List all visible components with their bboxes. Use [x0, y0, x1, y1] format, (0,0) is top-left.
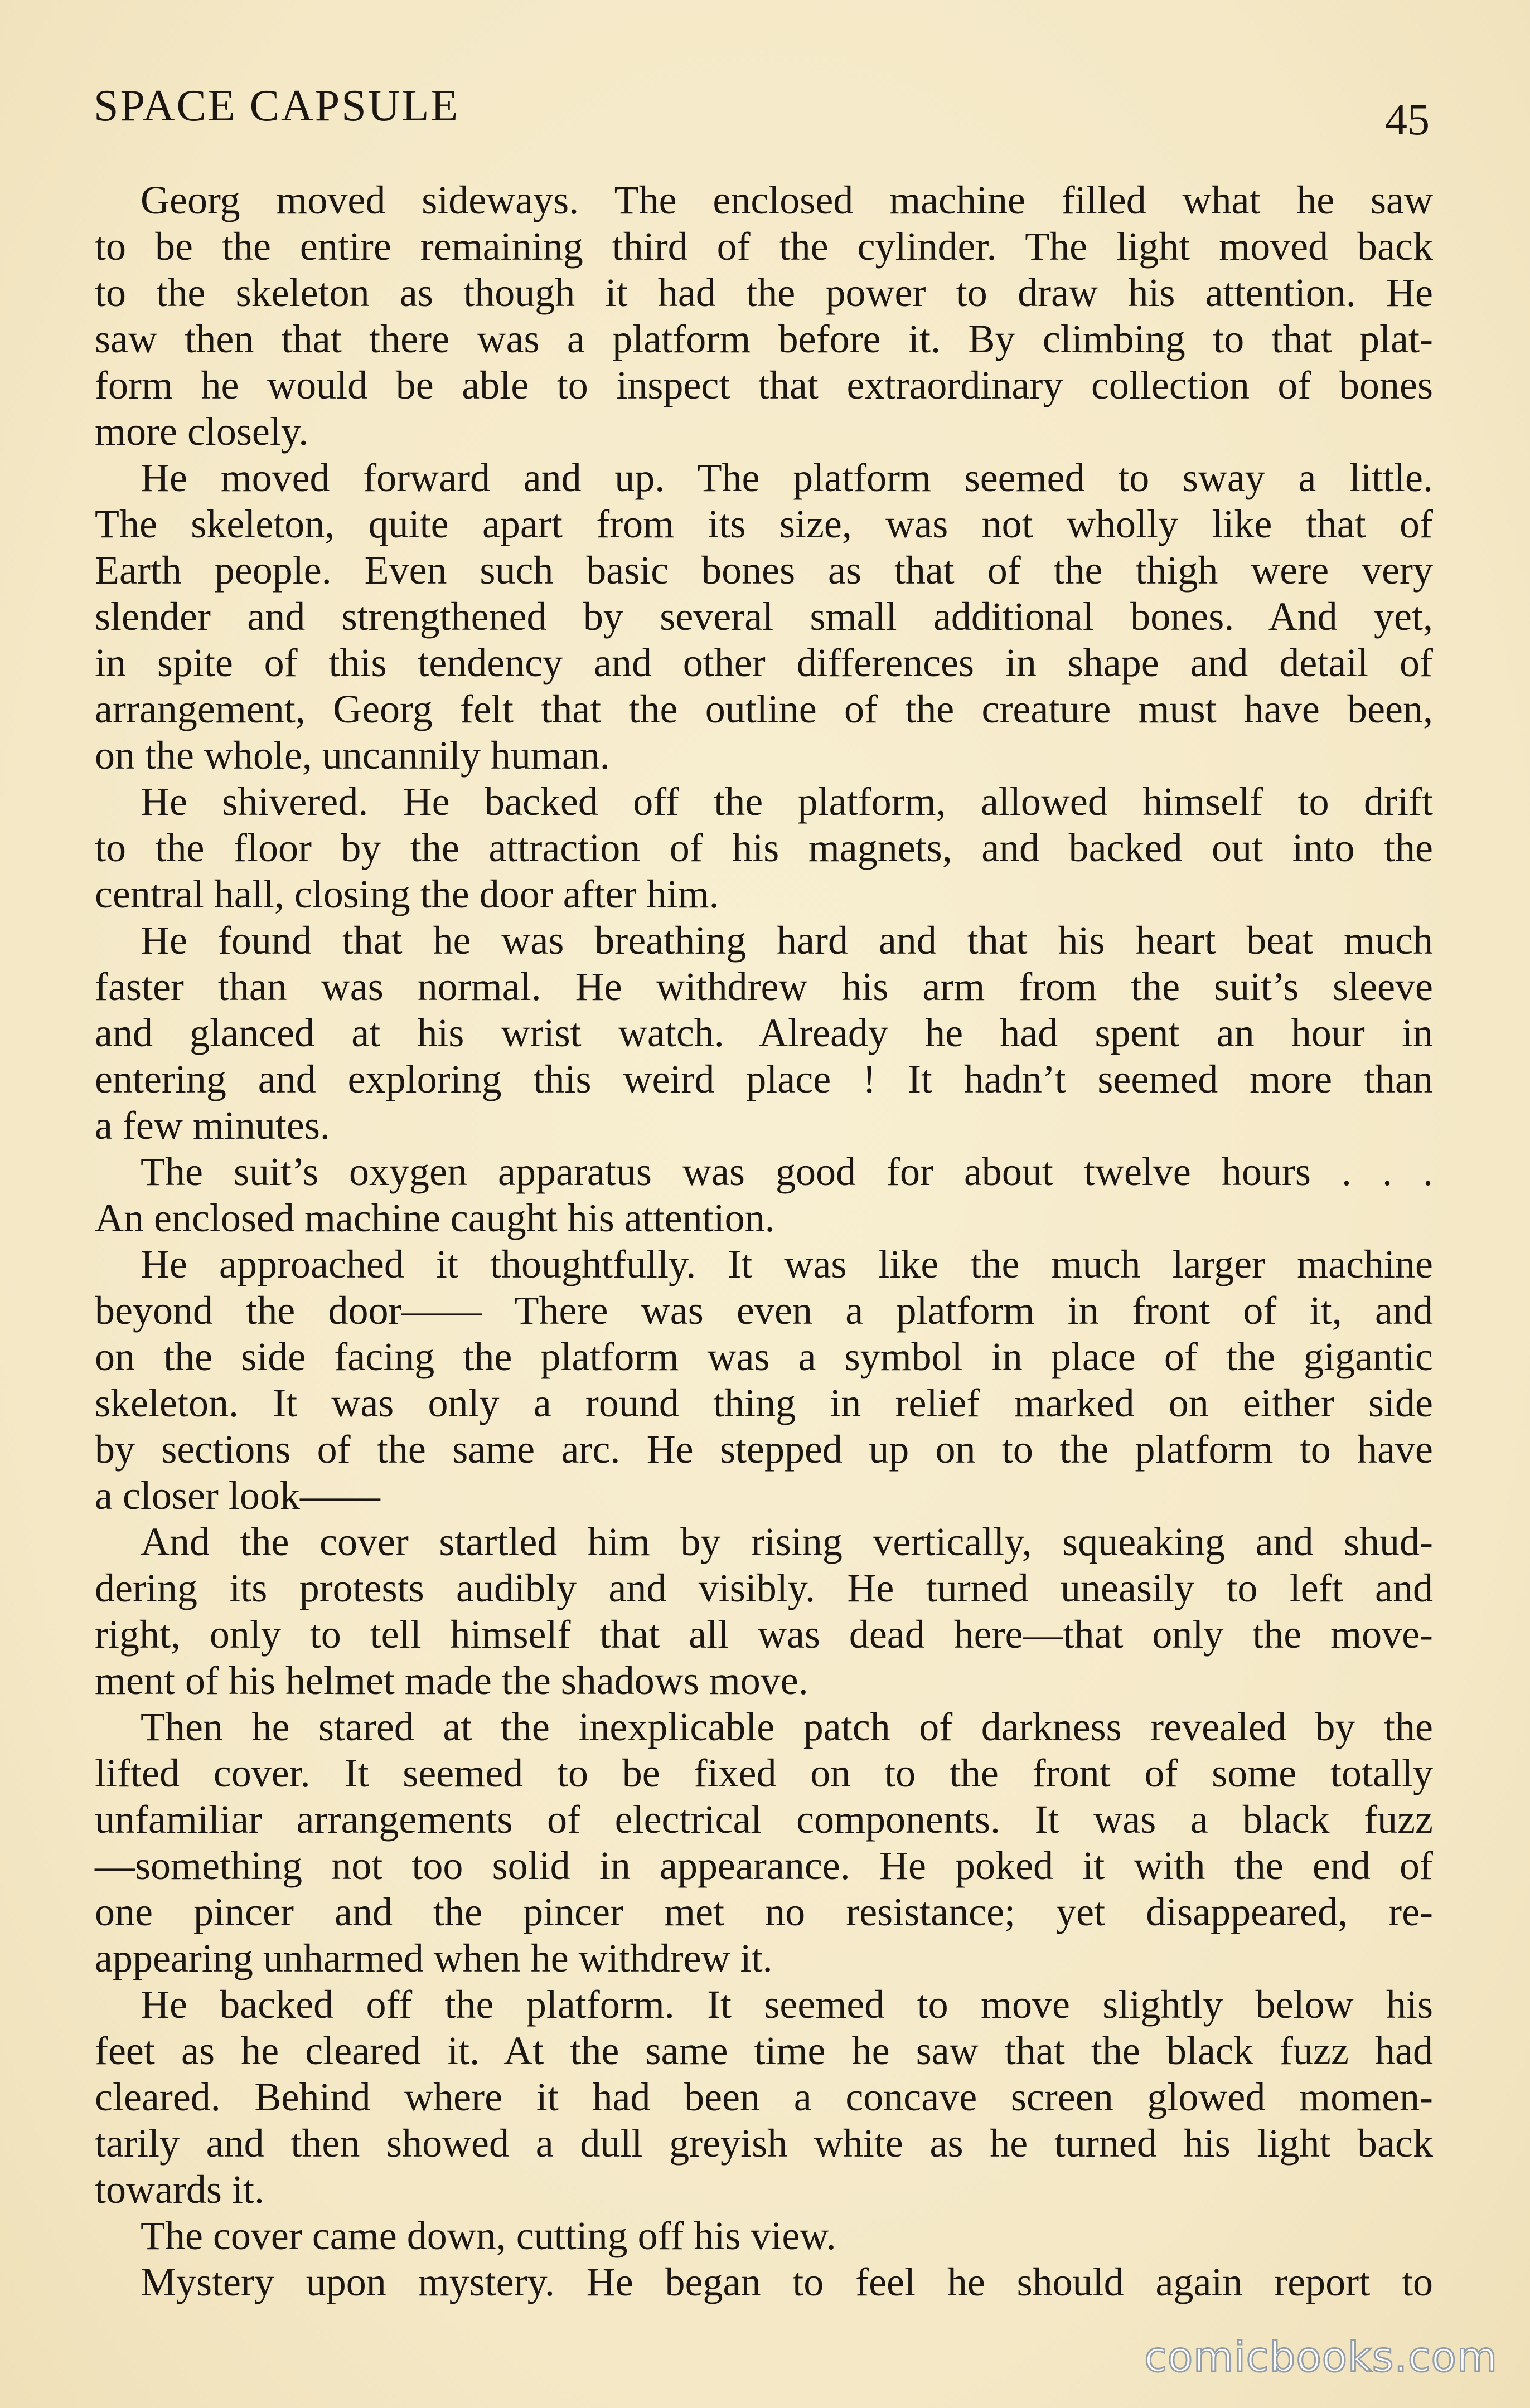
- text-line: a few minutes.: [95, 1103, 330, 1148]
- text-line: towards it.: [95, 2167, 264, 2212]
- text-line: beyond the door—— There was even a platform in front of it, and: [95, 1288, 1433, 1333]
- text-line: feet as he cleared it. At the same time he saw that the black fuzz had: [95, 2028, 1433, 2073]
- text-line: on the side facing the platform was a symbol in place of the gigantic: [95, 1334, 1433, 1379]
- text-line: dering its protests audibly and visibly. He turned uneasily to left and: [95, 1566, 1433, 1610]
- text-line: He backed off the platform. It seemed to move slightly below his: [141, 1982, 1433, 2027]
- text-line: slender and strengthened by several small additional bones. And yet,: [95, 594, 1433, 639]
- text-line: skeleton. It was only a round thing in relief marked on either side: [95, 1381, 1433, 1425]
- text-line: Earth people. Even such basic bones as that of the thigh were very: [95, 548, 1433, 593]
- text-line: He shivered. He backed off the platform, allowed himself to drift: [141, 779, 1433, 824]
- text-line: more closely.: [95, 409, 309, 454]
- text-line: to the skeleton as though it had the power to draw his attention. He: [95, 270, 1433, 315]
- text-line: The cover came down, cutting off his view.: [141, 2213, 836, 2258]
- text-line: Then he stared at the inexplicable patch of darkness revealed by the: [141, 1705, 1433, 1749]
- text-line: He approached it thoughtfully. It was like the much larger machine: [141, 1242, 1433, 1286]
- text-line: And the cover startled him by rising vertically, squeaking and shud-: [141, 1519, 1433, 1564]
- text-line: cleared. Behind where it had been a concave screen glowed momen-: [95, 2075, 1433, 2119]
- text-line: by sections of the same arc. He stepped up on to the platform to have: [95, 1427, 1433, 1472]
- text-line: entering and exploring this weird place ! It hadn’t seemed more than: [95, 1057, 1433, 1101]
- text-line: to be the entire remaining third of the cylinder. The light moved back: [95, 224, 1433, 269]
- text-line: and glanced at his wrist watch. Already he had spent an hour in: [95, 1011, 1433, 1055]
- text-line: He found that he was breathing hard and that his heart beat much: [141, 918, 1433, 963]
- text-line: unfamiliar arrangements of electrical components. It was a black fuzz: [95, 1797, 1433, 1842]
- text-line: central hall, closing the door after him.: [95, 872, 719, 916]
- text-line: on the whole, uncannily human.: [95, 733, 610, 778]
- text-line: He moved forward and up. The platform seemed to sway a little.: [141, 455, 1433, 500]
- text-line: arrangement, Georg felt that the outline of the creature must have been,: [95, 687, 1433, 731]
- text-line: lifted cover. It seemed to be fixed on to the front of some totally: [95, 1751, 1433, 1795]
- text-line: faster than was normal. He withdrew his arm from the suit’s sleeve: [95, 964, 1433, 1009]
- text-line: appearing unharmed when he withdrew it.: [95, 1936, 773, 1980]
- text-line: to the floor by the attraction of his magnets, and backed out into the: [95, 826, 1433, 870]
- text-line: a closer look——: [95, 1473, 380, 1518]
- text-line: Georg moved sideways. The enclosed machine filled what he saw: [141, 178, 1433, 222]
- body-text: [95, 177, 1433, 2305]
- text-line: one pincer and the pincer met no resistance; yet disappeared, re-: [95, 1890, 1433, 1934]
- text-line: in spite of this tendency and other differences in shape and detail of: [95, 640, 1433, 685]
- text-line: right, only to tell himself that all was dead here—that only the move-: [95, 1612, 1433, 1657]
- text-line: ment of his helmet made the shadows move.: [95, 1658, 808, 1703]
- watermark: comicbooks.com: [1144, 2333, 1498, 2381]
- text-line: saw then that there was a platform before it. By climbing to that plat-: [95, 317, 1433, 361]
- text-line: tarily and then showed a dull greyish white as he turned his light back: [95, 2121, 1433, 2166]
- text-line: The skeleton, quite apart from its size, was not wholly like that of: [95, 502, 1433, 546]
- text-line: An enclosed machine caught his attention.: [95, 1196, 775, 1240]
- page-number: 45: [1385, 95, 1430, 144]
- text-line: form he would be able to inspect that extraordinary collection of bones: [95, 363, 1433, 407]
- text-line: The suit’s oxygen apparatus was good for about twelve hours . . .: [141, 1149, 1433, 1194]
- text-line: Mystery upon mystery. He began to feel he should again report to: [141, 2260, 1433, 2304]
- text-line: —something not too solid in appearance. He poked it with the end of: [95, 1843, 1433, 1888]
- running-title: SPACE CAPSULE: [94, 81, 460, 130]
